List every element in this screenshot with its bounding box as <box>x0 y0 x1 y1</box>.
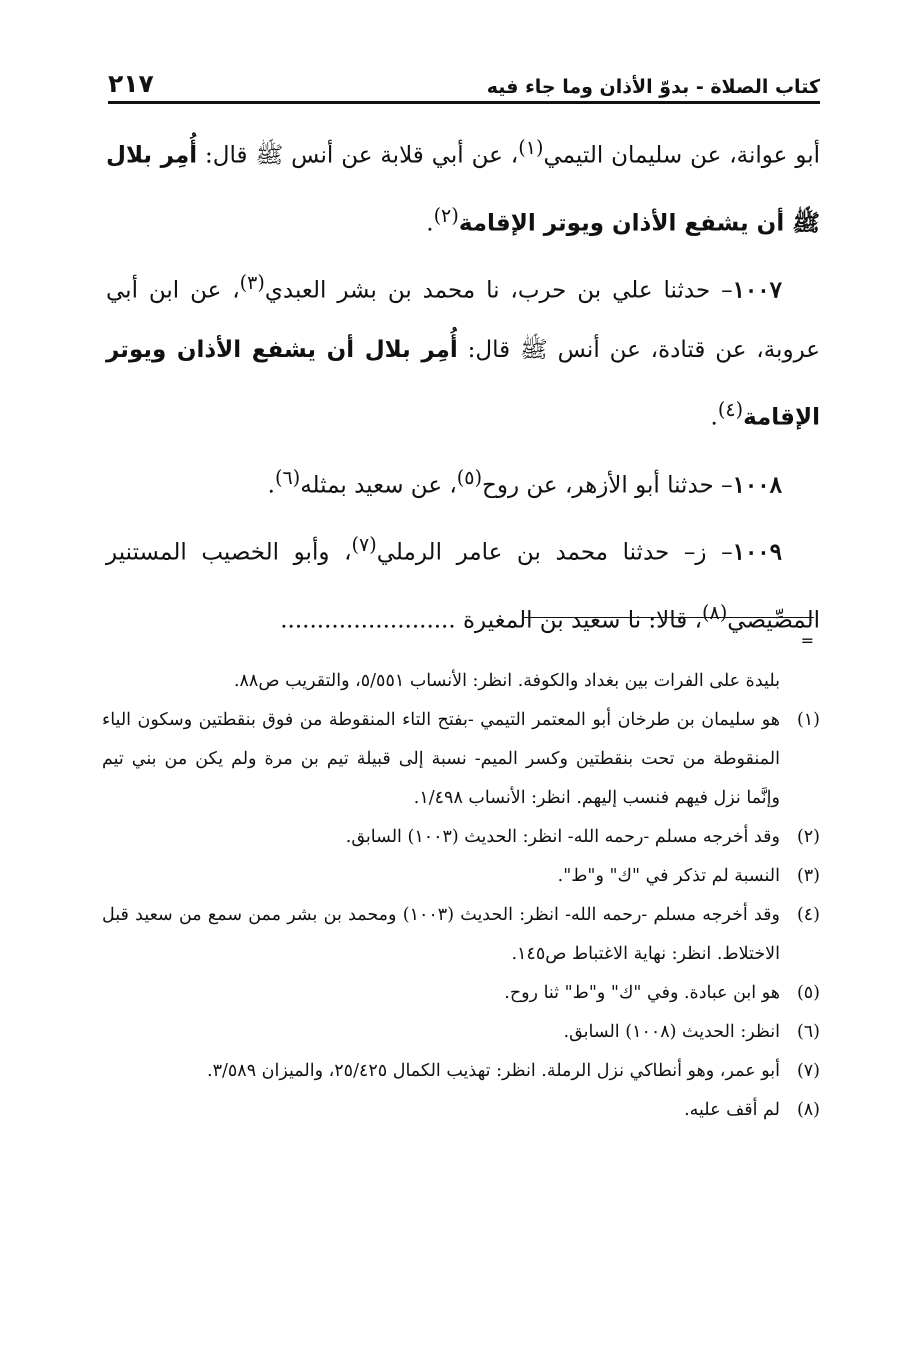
footnote-8 <box>102 1091 820 1130</box>
hadith-text: أُمِر بلال أن يشفع الأذان ويوتر الإقامة <box>106 336 820 431</box>
running-header <box>108 68 820 98</box>
footnote-ref: (٧) <box>351 533 377 557</box>
footnote-2 <box>102 818 820 857</box>
ellipsis-dots: ........................ <box>280 607 456 634</box>
footnote-text: هو سليمان بن طرخان أبو المعتمر التيمي -بفتح التاء المنقوطة من فوق بنقطتين وسكون الياء المنقوطة من تحت بنقطتين وكسر الميم- نسبة إلى قبيلة تيم بن مرة ولم يكن من بني تيم وإنَّما نزل فيهم فنسب إليهم. انظر: الأنساب ١/٤٩٨. <box>102 710 780 808</box>
footnote-number: (٦) <box>796 1022 820 1042</box>
footnote-ref: (٨) <box>702 600 728 624</box>
footnote-ref: (٣) <box>239 271 265 295</box>
footnote-ref: (٢) <box>433 203 459 227</box>
footnote-ref: (٤) <box>717 397 744 421</box>
main-text <box>106 118 820 651</box>
footnote-continued-text: بليدة على الفرات بين بغداد والكوفة. انظر: الأنساب ٥/٥٥١، والتقريب ص٨٨. <box>233 671 780 691</box>
hadith-number: ١٠٠٧ <box>732 276 782 304</box>
hadith-1008: ١٠٠٨– حدثنا أبو الأزهر، عن روح$^{(٥)}$، عن سعيد بمثله$^{(٦)}$. <box>267 465 782 499</box>
hadith-1007: ١٠٠٧– حدثنا علي بن حرب، نا محمد بن بشر العبدي$^{(٣)}$، عن ابن أبي عروبة، عن قتادة، عن أنس ﷺ قال: أُمِر بلال أن يشفع الأذان ويوتر الإقامة$^{(٤)}$. <box>106 271 820 431</box>
footnote-1 <box>102 701 820 818</box>
footnote-separator <box>524 617 814 618</box>
footnote-continuation-mark: = <box>800 631 814 650</box>
footnote-ref: (٦) <box>274 465 301 489</box>
hadith-number: ١٠٠٩ <box>732 538 783 566</box>
header-rule <box>108 101 820 104</box>
footnote-number: (٥) <box>796 983 820 1003</box>
paragraph-continuation: أبو عوانة، عن سليمان التيمي$^{(١)}$، عن أبي قلابة عن أنس ﷺ قال: أُمِر بلال ﷺ أن يشفع الأذان ويوتر الإقامة$^{(٢)}$. <box>106 136 820 237</box>
footnote-text: النسبة لم تذكر في "ك" و"ط". <box>557 866 780 886</box>
page-number: ٢١٧ <box>108 69 154 98</box>
footnote-number: (٤) <box>796 905 820 925</box>
footnote-text: وقد أخرجه مسلم -رحمه الله- انظر: الحديث (١٠٠٣) السابق. <box>345 827 780 847</box>
header-title: كتاب الصلاة - بدوّ الأذان وما جاء فيه <box>486 76 820 98</box>
footnote-number: (٨) <box>796 1100 820 1120</box>
footnote-text: وقد أخرجه مسلم -رحمه الله- انظر: الحديث (١٠٠٣) ومحمد بن بشر ممن سمع من سعيد قبل الاختلاط. انظر: نهاية الاغتباط ص١٤٥. <box>102 905 780 964</box>
hadith-number: ١٠٠٨ <box>732 471 782 499</box>
footnote-6 <box>102 1013 820 1052</box>
footnote-number: (١) <box>796 710 820 730</box>
footnote-number: (٧) <box>796 1061 820 1081</box>
footnote-number: (٣) <box>796 866 820 886</box>
footnote-number: (٢) <box>796 827 820 847</box>
footnote-5 <box>102 974 820 1013</box>
footnote-text: هو ابن عبادة. وفي "ك" و"ط" ثنا روح. <box>504 983 780 1003</box>
footnote-text: لم أقف عليه. <box>684 1100 780 1120</box>
hadith-1009: ١٠٠٩– ز– حدثنا محمد بن عامر الرملي$^{(٧)}$، وأبو الخصيب المستنير المصِّيصي$^{(٨)}$، قالا: نا سعيد بن المغيرة ........................ <box>106 533 820 634</box>
footnote-text: أبو عمر، وهو أنطاكي نزل الرملة. انظر: تهذيب الكمال ٢٥/٤٢٥، والميزان ٣/٥٨٩. <box>207 1061 780 1081</box>
hadith-text: أُمِر بلال ﷺ أن يشفع الأذان ويوتر الإقامة <box>106 142 820 237</box>
footnote-text: انظر: الحديث (١٠٠٨) السابق. <box>563 1022 780 1042</box>
footnote-7 <box>102 1052 820 1091</box>
footnote-3 <box>102 857 820 896</box>
footnotes <box>102 662 820 1130</box>
footnote-ref: (٥) <box>456 465 483 489</box>
footnote-ref: (١) <box>518 136 544 159</box>
footnote-4 <box>102 896 820 974</box>
